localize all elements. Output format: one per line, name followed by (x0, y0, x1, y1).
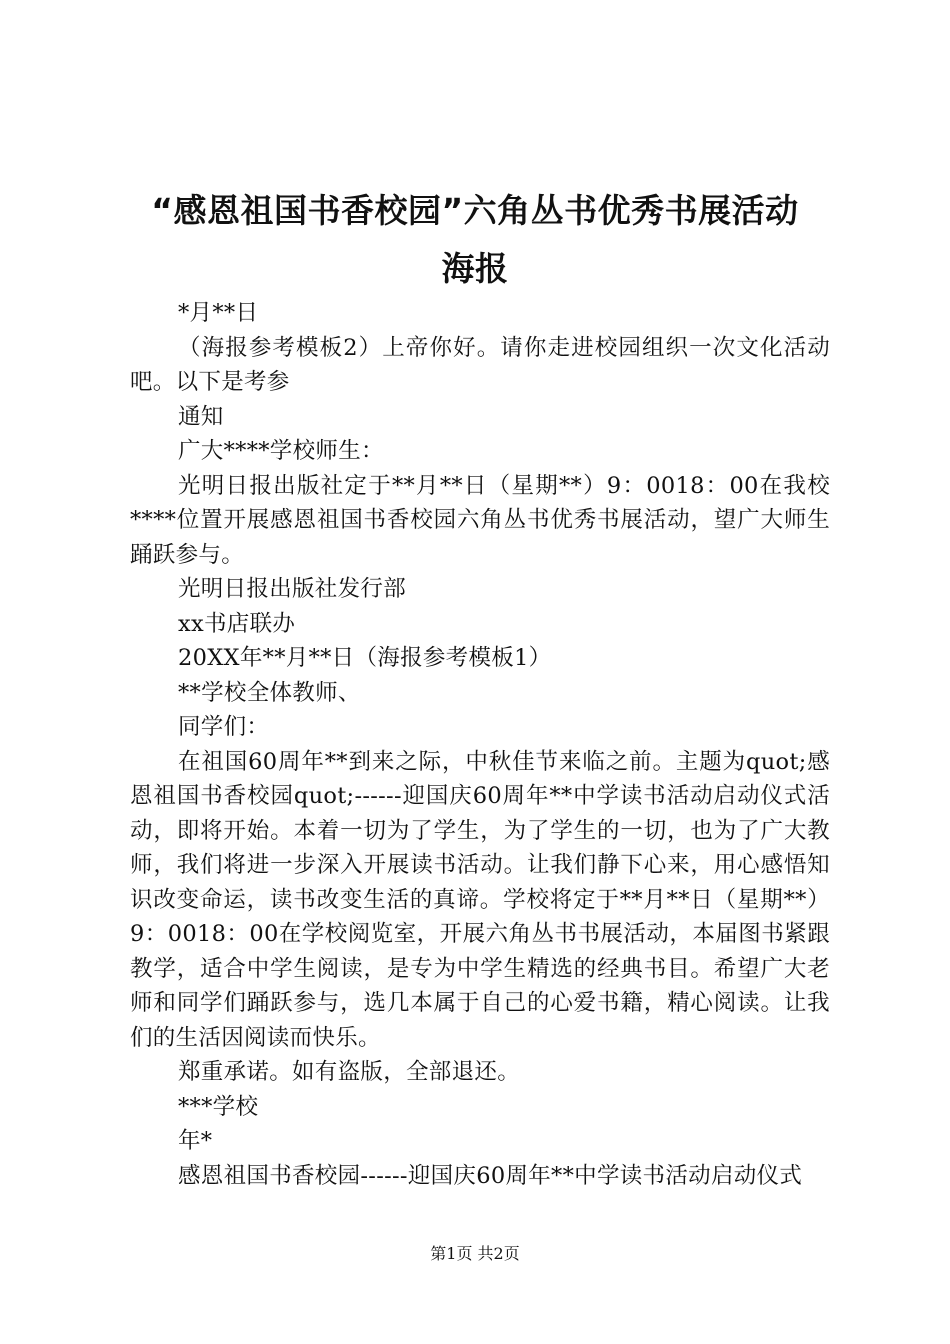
document-title: “感恩祖国书香校园”六角丛书优秀书展活动 (151, 191, 799, 230)
date-template-line: 20XX年**月**日（海报参考模板1） (178, 645, 552, 671)
promise-line: 郑重承诺。如有盗版，全部退还。 (178, 1059, 521, 1085)
signature-bookstore: xx书店联办 (178, 610, 296, 637)
document-body (130, 296, 830, 1193)
signature-publisher: 光明日报出版社发行部 (178, 576, 407, 602)
signature-school: ***学校 (178, 1093, 259, 1120)
closing-title-paragraph: 感恩祖国书香校园------迎国庆60周年**中学读书活动启动仪式 (178, 1162, 803, 1189)
main-paragraph: 在祖国60周年**到来之际，中秋佳节来临之前。主题为quot;感恩祖国书香校园quot;------迎国庆60周年**中学读书活动启动仪式活动，即将开始。本着一切为了学生，为了学生的一切，也为了广大教师，我们将进一步深入开展读书活动。让我们静下心来，用心感悟知识改变命运，读书改变生活的真谛。学校将定于**月**日（星期**）9：0018：00在学校阅览室，开展六角丛书书展活动，本届图书紧跟教学，适合中学生阅读，是专为中学生精选的经典书目。希望广大老师和同学们踊跃参与，选几本属于自己的心爱书籍，精心阅读。让我们的生活因阅读而快乐。 (130, 748, 830, 1051)
date-line: *月**日 (178, 300, 259, 326)
salutation-students: 同学们： (178, 714, 270, 740)
template-intro-paragraph: （海报参考模板2）上帝你好。请你走进校园组织一次文化活动吧。以下是考参 (130, 334, 830, 395)
document-title-continued: 海报 (441, 249, 509, 288)
notice-paragraph: 光明日报出版社定于**月**日（星期**）9：0018：00在我校****位置开展感恩祖国书香校园六角丛书优秀书展活动，望广大师生踊跃参与。 (130, 472, 830, 568)
year-line: 年* (178, 1128, 213, 1154)
notice-heading: 通知 (178, 403, 224, 430)
salutation: 广大****学校师生： (178, 438, 384, 464)
page-number-footer: 第1页 共2页 (430, 1244, 520, 1263)
salutation-teachers: **学校全体教师、 (178, 679, 361, 706)
